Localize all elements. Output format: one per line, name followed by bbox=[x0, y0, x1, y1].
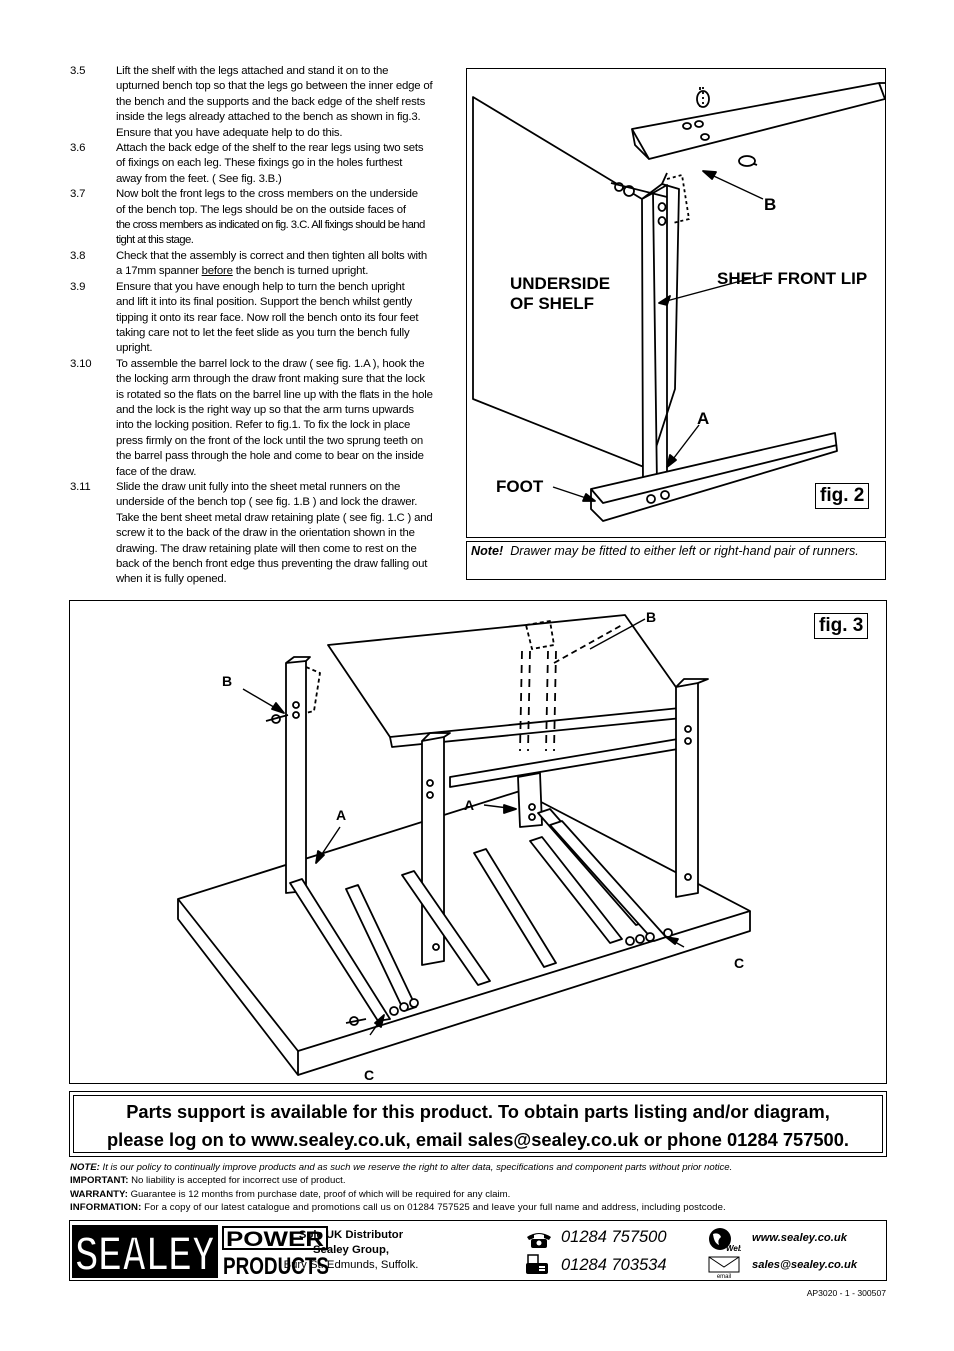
legal-text: It is our policy to continually improve products and as such we reserve the right to alter data, specifications and component parts without prior notice. bbox=[102, 1162, 733, 1173]
step-line: inside the legs already attached to the bench as shown in fig.3. bbox=[116, 111, 421, 124]
legal-important bbox=[70, 1174, 890, 1187]
step-line: upright. bbox=[116, 342, 153, 355]
fig2-callout-a: A bbox=[697, 409, 710, 428]
fig3-label: fig. 3 bbox=[814, 613, 868, 639]
parts-support-box bbox=[69, 1091, 887, 1157]
legal-label: NOTE: bbox=[70, 1162, 100, 1173]
email-icon-label: email bbox=[716, 1274, 732, 1278]
step-line: face of the draw. bbox=[116, 465, 197, 478]
foot-label: FOOT bbox=[496, 477, 544, 496]
step-3-10 bbox=[70, 357, 465, 480]
step-3-11 bbox=[70, 480, 465, 588]
underside-line: UNDERSIDE bbox=[510, 274, 611, 293]
step-line: away from the feet. ( See fig. 3.B.) bbox=[116, 172, 282, 185]
step-line: tight at this stage. bbox=[116, 234, 194, 247]
distributor-line: Sealey Group, bbox=[313, 1244, 389, 1256]
step-line: Now bolt the front legs to the cross members on the underside bbox=[116, 188, 418, 201]
fig3-callout-c-left: C bbox=[364, 1067, 375, 1083]
legal-label: IMPORTANT: bbox=[70, 1175, 129, 1187]
note-lead: Note! bbox=[471, 544, 504, 558]
step-line: taking care not to let the feet slide as you turn the bench fully bbox=[116, 326, 410, 339]
fig3-callout-a-left: A bbox=[336, 807, 347, 823]
fig3-callout-a-right: A bbox=[464, 797, 475, 813]
step-text bbox=[116, 480, 465, 588]
step-3-8 bbox=[70, 249, 465, 280]
fig3-callout-b-right: B bbox=[646, 609, 657, 625]
shelf-front-lip-label: SHELF FRONT LIP bbox=[717, 269, 868, 288]
step-line: of fixings on each leg. These fixings go in the holes furthest bbox=[116, 157, 403, 170]
step-line: the locking arm through the draw front making sure that the lock bbox=[116, 373, 425, 386]
step-number: 3.9 bbox=[70, 280, 86, 293]
step-line: Check that the assembly is correct and then tighten all bolts with bbox=[116, 249, 427, 262]
distributor-address bbox=[273, 1228, 429, 1273]
step-text bbox=[116, 187, 465, 249]
figure-3-bench-assembly-diagram bbox=[69, 600, 887, 1084]
step-number: 3.6 bbox=[70, 142, 86, 155]
figure-2-shelf-leg-diagram bbox=[466, 68, 886, 538]
step-line: press firmly on the front of the lock until the two sprung teeth on bbox=[116, 434, 423, 447]
phone-icon bbox=[525, 1229, 553, 1249]
fax-number[interactable]: 01284 703534 bbox=[561, 1256, 667, 1274]
step-number: 3.10 bbox=[70, 357, 92, 370]
sealey-logo-mark bbox=[72, 1225, 218, 1278]
emphasis-before: before bbox=[201, 265, 233, 278]
step-line: Slide the draw unit fully into the sheet metal runners on the bbox=[116, 480, 401, 493]
underside-of-shelf-label bbox=[510, 274, 610, 314]
parts-support-line: please log on to www.sealey.co.uk, email sales@sealey.co.uk or phone 01284 757500. bbox=[107, 1129, 849, 1150]
step-line: and the lock is the right way up so that the arm turns upwards bbox=[116, 403, 414, 416]
step-line: Ensure that you have adequate help to do this. bbox=[116, 126, 343, 139]
fax-icon bbox=[525, 1253, 549, 1275]
step-3-6 bbox=[70, 141, 465, 187]
parts-support-line: Parts support is available for this product. To obtain parts listing and/or diagram, bbox=[126, 1101, 830, 1122]
legal-information bbox=[70, 1201, 890, 1214]
step-number: 3.11 bbox=[70, 480, 91, 493]
fig2-callout-b: B bbox=[764, 195, 777, 214]
underside-line: OF SHELF bbox=[510, 294, 595, 313]
step-text bbox=[116, 280, 465, 357]
note-text: Drawer may be fitted to either left or right-hand pair of runners. bbox=[510, 544, 859, 558]
step-line: drawing. The draw retaining plate will then come to rest on the bbox=[116, 542, 417, 555]
legal-text: For a copy of our latest catalogue and promotions call us on 01284 757525 and leave your full name and address, including postcode. bbox=[144, 1201, 726, 1213]
legal-text: Guarantee is 12 months from purchase date, proof of which will be required for any claim. bbox=[130, 1188, 511, 1200]
legal-note bbox=[70, 1161, 890, 1174]
web-icon-label: We bbox=[726, 1244, 738, 1253]
step-line: the barrel pass through the hole and come to bear on the inside bbox=[116, 450, 424, 463]
sealey-logo-text: SEALEY bbox=[75, 1228, 215, 1278]
step-fragment: the bench is turned upright. bbox=[232, 265, 369, 278]
step-text bbox=[116, 357, 465, 480]
fig3-callout-c-right: C bbox=[734, 955, 745, 971]
step-text bbox=[116, 249, 465, 280]
legal-warranty bbox=[70, 1188, 890, 1201]
step-line: the cross members as indicated on fig. 3.C. All fixings should be hand bbox=[116, 219, 425, 232]
envelope-email-icon bbox=[708, 1256, 740, 1278]
drawer-note bbox=[466, 541, 886, 580]
step-line: of the bench top. The legs should be on the outside faces of bbox=[116, 203, 406, 216]
fig2-label: fig. 2 bbox=[815, 483, 869, 509]
bench-assembly-drawing bbox=[70, 601, 887, 1084]
step-line: screw it to the back of the draw in the orientation shown in the bbox=[116, 527, 415, 540]
step-number: 3.7 bbox=[70, 188, 86, 201]
parts-support-inner bbox=[73, 1095, 883, 1153]
step-line: Ensure that you have enough help to turn the bench upright bbox=[116, 280, 405, 293]
step-text bbox=[116, 64, 465, 141]
step-line: the bench and the supports and the back edge of the shelf rests bbox=[116, 95, 426, 108]
step-line: back of the bench front edge thus preventing the draw falling out bbox=[116, 558, 428, 570]
step-line: underside of the bench top ( see fig. 1.B ) and lock the drawer. bbox=[116, 496, 418, 509]
document-reference: AP3020 - 1 - 300507 bbox=[806, 1288, 886, 1298]
distributor-line: Bury St. Edmunds, Suffolk. bbox=[283, 1259, 419, 1271]
step-fragment: a 17mm spanner bbox=[116, 265, 202, 278]
step-line: upturned bench top so that the legs go between the inner edge of bbox=[116, 80, 433, 93]
distributor-line: Sole UK Distributor bbox=[298, 1229, 404, 1241]
step-line: Lift the shelf with the legs attached and stand it on to the bbox=[116, 65, 389, 77]
step-line: Attach the back edge of the shelf to the rear legs using two sets bbox=[116, 142, 424, 155]
logo-power-text: POWER bbox=[226, 1228, 324, 1251]
step-line: when it is fully opened. bbox=[116, 573, 227, 586]
logo-products-text: PRODUCTS bbox=[223, 1253, 329, 1278]
legal-text: No liability is accepted for incorrect use of product. bbox=[131, 1175, 346, 1187]
legal-label: INFORMATION: bbox=[70, 1201, 142, 1213]
legal-label: WARRANTY: bbox=[70, 1188, 128, 1200]
step-line: into the locking position. Refer to fig.1. To fix the lock in place bbox=[116, 419, 411, 432]
step-line bbox=[116, 264, 465, 279]
step-line: is rotated so the flats on the barrel line up with the flats in the hole bbox=[116, 388, 433, 401]
step-3-9 bbox=[70, 280, 465, 357]
step-text bbox=[116, 141, 465, 187]
step-number: 3.5 bbox=[70, 65, 86, 77]
website-link[interactable]: www.sealey.co.uk bbox=[752, 1232, 847, 1244]
fig3-callout-b-left: B bbox=[222, 673, 233, 689]
globe-web-icon bbox=[707, 1226, 741, 1254]
step-line: To assemble the barrel lock to the draw ( see fig. 1.A ), hook the bbox=[116, 357, 425, 370]
email-link[interactable]: sales@sealey.co.uk bbox=[752, 1259, 858, 1271]
step-line: tipping it onto its rear face. Now roll the bench onto its four feet bbox=[116, 311, 419, 324]
sealey-logo bbox=[72, 1225, 218, 1278]
step-line: Take the bent sheet metal draw retaining plate ( see fig. 1.C ) and bbox=[116, 511, 433, 524]
legal-notices bbox=[70, 1161, 890, 1214]
phone-number[interactable]: 01284 757500 bbox=[561, 1228, 667, 1246]
step-line: and lift it into its final position. Support the bench whilst gently bbox=[116, 296, 413, 309]
step-3-5 bbox=[70, 64, 465, 141]
step-number: 3.8 bbox=[70, 249, 86, 262]
step-3-7 bbox=[70, 187, 465, 249]
assembly-instructions bbox=[70, 64, 465, 588]
